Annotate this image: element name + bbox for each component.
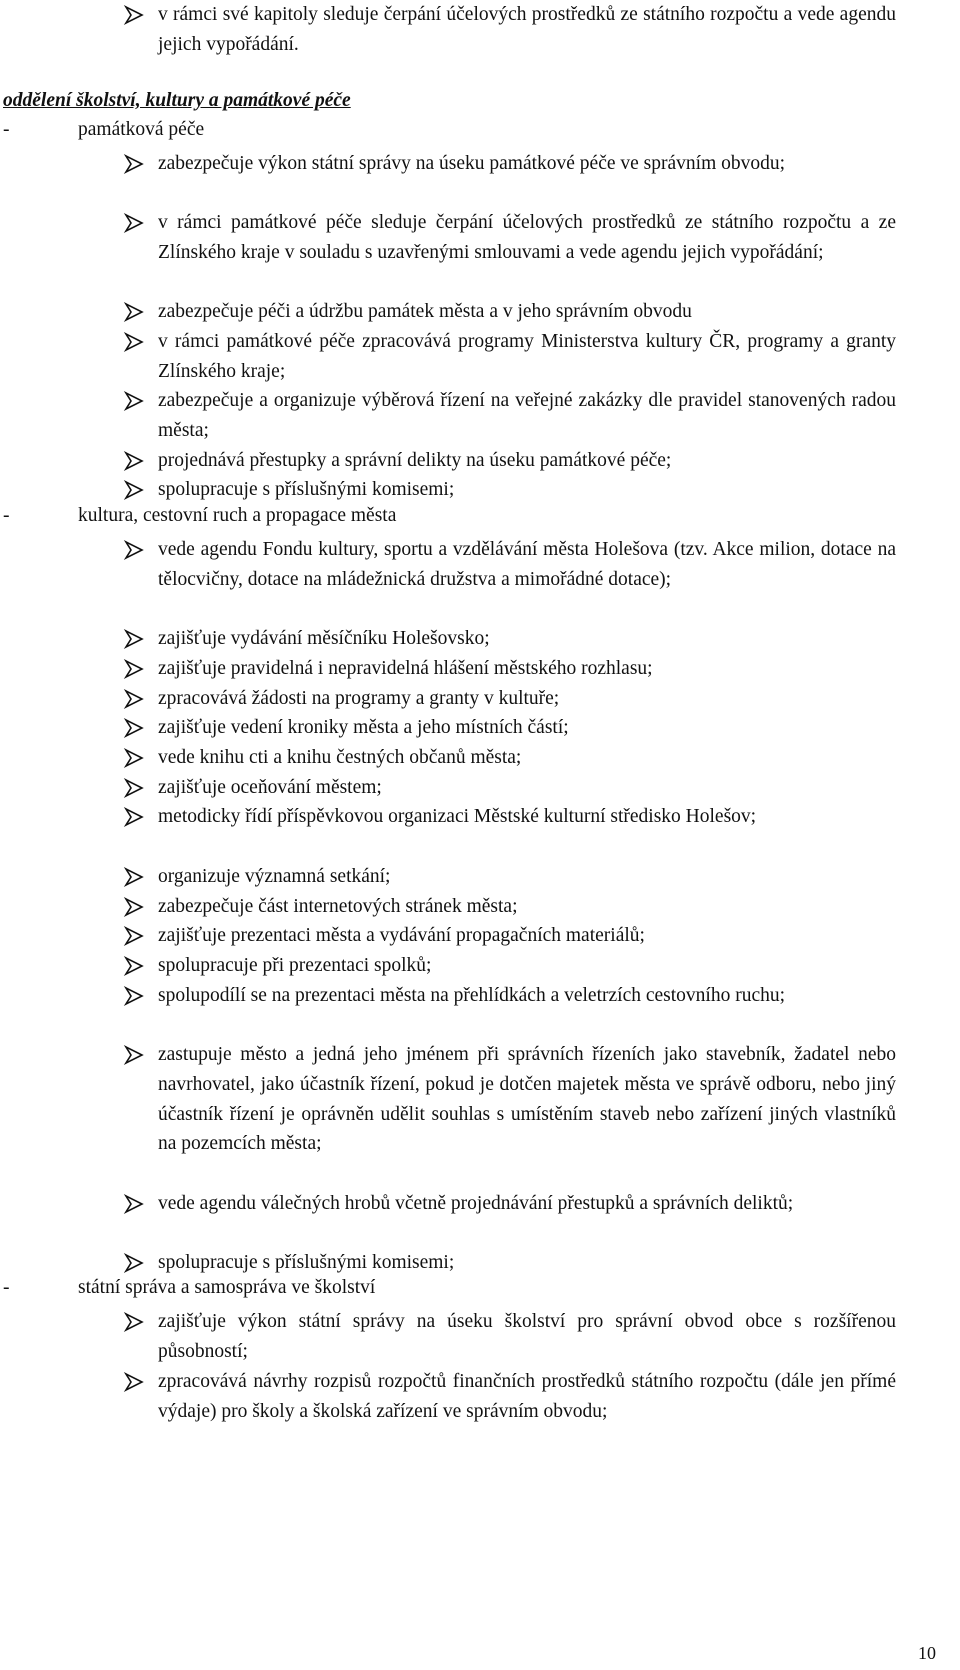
list-item: spolupracuje při prezentaci spolků; — [158, 955, 432, 976]
arrowhead-bullet-icon — [123, 450, 145, 472]
arrowhead-bullet-icon — [123, 212, 145, 234]
arrowhead-bullet-icon — [123, 896, 145, 918]
list-item: zpracovává návrhy rozpisů rozpočtů finančních prostředků státního rozpočtu (dále jen přímé výdaje) pro školy a školská zařízení ve správním obvodu; — [158, 1371, 896, 1422]
subsection-title: památková péče — [78, 119, 205, 140]
list-item: zajišťuje oceňování městem; — [158, 777, 382, 798]
list-item: v rámci památkové péče zpracovává programy Ministerstva kultury ČR, programy a granty Zlínského kraje; — [158, 331, 896, 382]
list-item: zabezpečuje část internetových stránek města; — [158, 896, 518, 917]
arrowhead-bullet-icon — [123, 925, 145, 947]
arrowhead-bullet-icon — [123, 331, 145, 353]
list-item: zabezpečuje výkon státní správy na úseku památkové péče ve správním obvodu; — [158, 153, 786, 174]
list-item: zajišťuje prezentaci města a vydávání propagačních materiálů; — [158, 925, 645, 946]
list-item: zabezpečuje a organizuje výběrová řízení na veřejné zakázky dle pravidel stanovených radou města; — [158, 390, 896, 441]
list-item: v rámci památkové péče sleduje čerpání účelových prostředků ze státního rozpočtu a ze Zlínského kraje v souladu s uzavřenými smlouvami a vede agendu jejich vypořádání; — [158, 212, 896, 263]
list-item: spolupracuje s příslušnými komisemi; — [158, 479, 455, 500]
arrowhead-bullet-icon — [123, 866, 145, 888]
list-item: zajišťuje vedení kroniky města a jeho místních částí; — [158, 717, 569, 738]
page-number: 10 — [918, 1643, 936, 1663]
subsection-title: kultura, cestovní ruch a propagace města — [78, 505, 397, 526]
arrowhead-bullet-icon — [123, 717, 145, 739]
arrowhead-bullet-icon — [123, 955, 145, 977]
arrowhead-bullet-icon — [123, 985, 145, 1007]
list-item: vede agendu Fondu kultury, sportu a vzdělávání města Holešova (tzv. Akce milion, dotace na tělocvičny, dotace na mládežnická družstva a mimořádné dotace); — [158, 539, 896, 590]
arrowhead-bullet-icon — [123, 1044, 145, 1066]
subsection-title: státní správa a samospráva ve školství — [78, 1277, 376, 1298]
section-heading: oddělení školství, kultury a památkové péče — [3, 90, 351, 111]
arrowhead-bullet-icon — [123, 658, 145, 680]
arrowhead-bullet-icon — [123, 153, 145, 175]
arrowhead-bullet-icon — [123, 806, 145, 828]
list-item: zajišťuje vydávání měsíčníku Holešovsko; — [158, 628, 490, 649]
arrowhead-bullet-icon — [123, 4, 145, 26]
dash-marker: - — [3, 119, 10, 140]
arrowhead-bullet-icon — [123, 1311, 145, 1333]
arrowhead-bullet-icon — [123, 1252, 145, 1274]
list-item: metodicky řídí příspěvkovou organizaci Městské kulturní středisko Holešov; — [158, 806, 757, 827]
list-item: projednává přestupky a správní delikty na úseku památkové péče; — [158, 450, 672, 471]
list-item: zastupuje město a jedná jeho jménem při správních řízeních jako stavebník, žadatel nebo navrhovatel, jako účastník řízení, pokud je dotčen majetek města ve správě odboru, nebo jiný účastník řízení je oprávněn udělit souhlas s umístěním staveb nebo zařízení jiných vlastníků na pozemcích města; — [158, 1044, 896, 1155]
dash-marker: - — [3, 505, 10, 526]
list-item: organizuje významná setkání; — [158, 866, 391, 887]
arrowhead-bullet-icon — [123, 777, 145, 799]
list-item: spolupracuje s příslušnými komisemi; — [158, 1252, 455, 1273]
arrowhead-bullet-icon — [123, 390, 145, 412]
arrowhead-bullet-icon — [123, 628, 145, 650]
arrowhead-bullet-icon — [123, 1371, 145, 1393]
list-item: spolupodílí se na prezentaci města na přehlídkách a veletrzích cestovního ruchu; — [158, 985, 786, 1006]
arrowhead-bullet-icon — [123, 1193, 145, 1215]
arrowhead-bullet-icon — [123, 688, 145, 710]
list-item: vede knihu cti a knihu čestných občanů města; — [158, 747, 522, 768]
arrowhead-bullet-icon — [123, 747, 145, 769]
arrowhead-bullet-icon — [123, 301, 145, 323]
arrowhead-bullet-icon — [123, 539, 145, 561]
list-item: zabezpečuje péči a údržbu památek města a v jeho správním obvodu — [158, 301, 692, 322]
list-item: vede agendu válečných hrobů včetně projednávání přestupků a správních deliktů; — [158, 1193, 794, 1214]
list-item: zpracovává žádosti na programy a granty v kultuře; — [158, 688, 560, 709]
list-item: zajišťuje výkon státní správy na úseku školství pro správní obvod obce s rozšířenou působností; — [158, 1311, 896, 1362]
arrowhead-bullet-icon — [123, 479, 145, 501]
list-item: zajišťuje pravidelná i nepravidelná hlášení městského rozhlasu; — [158, 658, 653, 679]
dash-marker: - — [3, 1277, 10, 1298]
list-item: v rámci své kapitoly sleduje čerpání účelových prostředků ze státního rozpočtu a vede agendu jejich vypořádání. — [158, 4, 896, 55]
